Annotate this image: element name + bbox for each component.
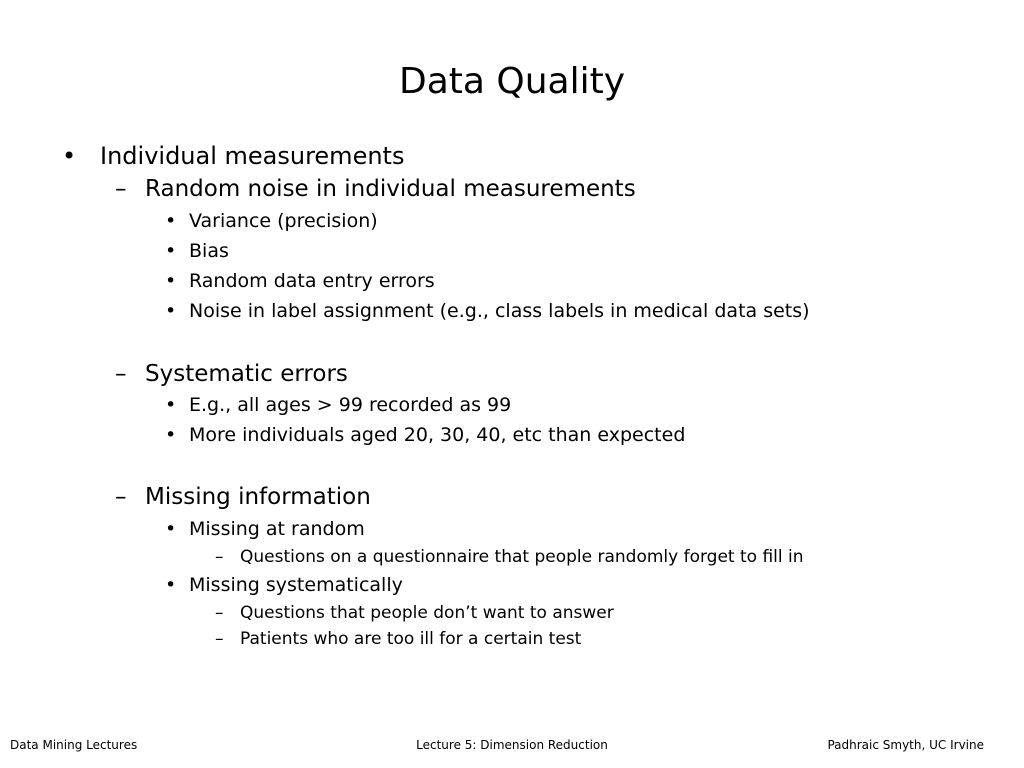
detail-text: Patients who are too ill for a certain test [240, 629, 582, 649]
detail-text: Questions that people don’t want to answer [240, 603, 614, 623]
dash-marker: – [115, 176, 127, 202]
footer-author: Padhraic Smyth, UC Irvine [827, 738, 984, 752]
detail-text: Questions on a questionnaire that people randomly forget to fill in [240, 547, 804, 567]
footer-lecture-title: Lecture 5: Dimension Reduction [416, 738, 608, 752]
bullet-marker: • [165, 394, 177, 416]
bullet-text: Individual measurements [100, 142, 405, 170]
item-text: Variance (precision) [189, 210, 378, 232]
bullet-marker: • [165, 210, 177, 232]
dash-marker: – [215, 547, 224, 567]
dash-marker: – [115, 361, 127, 387]
item-text: Missing systematically [189, 574, 403, 596]
item-text: Bias [189, 240, 229, 262]
dash-marker: – [215, 603, 224, 623]
subbullet-text: Missing information [145, 484, 371, 510]
item-text: Missing at random [189, 518, 365, 540]
footer-course-name: Data Mining Lectures [10, 738, 138, 752]
item-text: Random data entry errors [189, 270, 435, 292]
bullet-marker: • [62, 142, 77, 170]
dash-marker: – [215, 629, 224, 649]
bullet-marker: • [165, 424, 177, 446]
bullet-marker: • [165, 300, 177, 322]
item-text: More individuals aged 20, 30, 40, etc than expected [189, 424, 686, 446]
bullet-marker: • [165, 240, 177, 262]
subbullet-text: Systematic errors [145, 361, 348, 387]
item-text: E.g., all ages > 99 recorded as 99 [189, 394, 512, 416]
bullet-marker: • [165, 270, 177, 292]
subbullet-text: Random noise in individual measurements [145, 176, 636, 202]
bullet-marker: • [165, 518, 177, 540]
slide-title: Data Quality [398, 61, 626, 102]
bullet-marker: • [165, 574, 177, 596]
dash-marker: – [115, 484, 127, 510]
item-text: Noise in label assignment (e.g., class labels in medical data sets) [189, 300, 810, 322]
